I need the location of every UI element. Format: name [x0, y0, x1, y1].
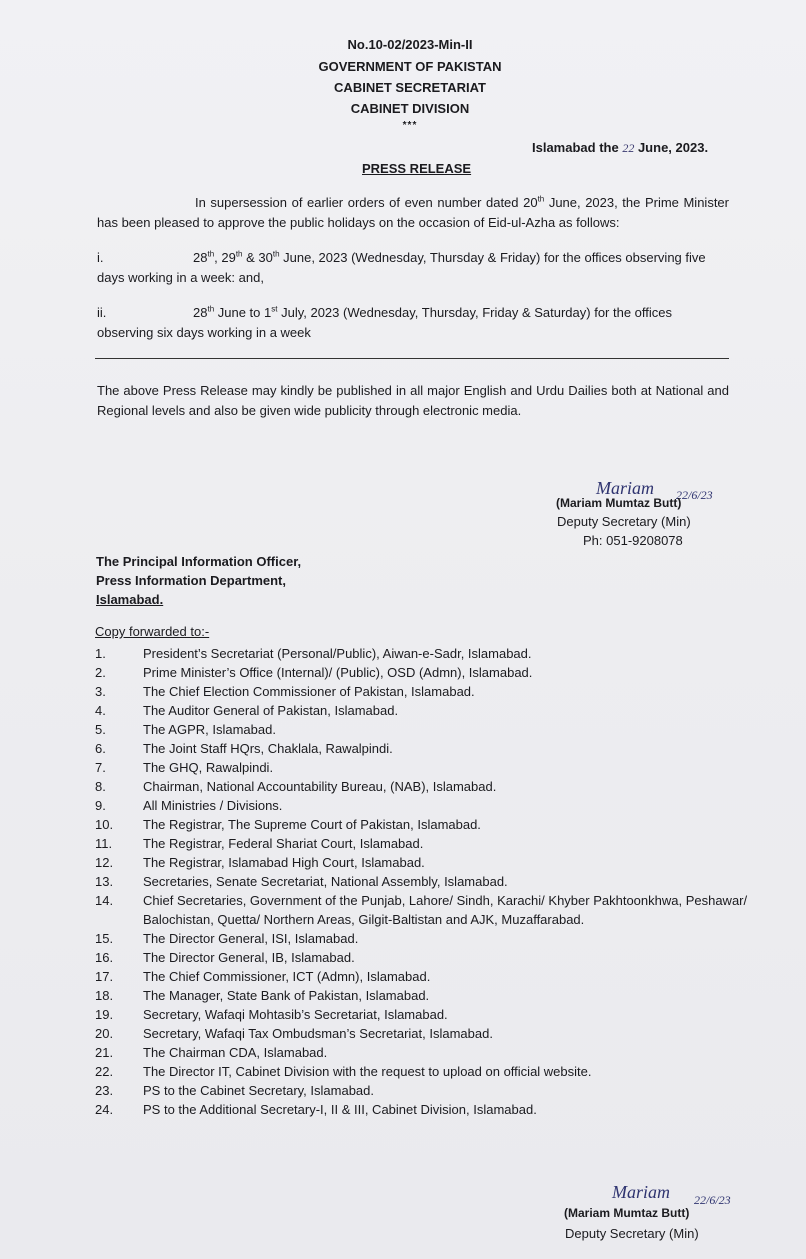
- list-item: 12. The Registrar, Islamabad High Court, Islamabad.: [95, 855, 425, 870]
- list-item: 15. The Director General, ISI, Islamabad.: [95, 931, 359, 946]
- signatory-designation-bottom: Deputy Secretary (Min): [565, 1226, 699, 1241]
- list-item: 13. Secretaries, Senate Secretariat, National Assembly, Islamabad.: [95, 874, 508, 889]
- list-item: 2. Prime Minister’s Office (Internal)/ (Public), OSD (Admn), Islamabad.: [95, 665, 533, 680]
- issue-date: [532, 140, 708, 156]
- horizontal-divider: [95, 358, 729, 359]
- list-item: 4. The Auditor General of Pakistan, Islamabad.: [95, 703, 399, 718]
- list-item: 9. All Ministries / Divisions.: [95, 798, 283, 813]
- holiday-item-2: ii. 28th June to 1st July, 2023 (Wednesday, Thursday, Friday & Saturday) for the offices observing six days working in a week: [97, 304, 673, 340]
- list-item: 11. The Registrar, Federal Shariat Court, Islamabad.: [95, 836, 424, 851]
- signature-date-bottom: 22/6/23: [694, 1193, 731, 1207]
- document-title: PRESS RELEASE: [362, 161, 472, 176]
- list-item: 21. The Chairman CDA, Islamabad.: [95, 1045, 328, 1060]
- list-item: 3. The Chief Election Commissioner of Pakistan, Islamabad.: [95, 684, 475, 699]
- list-item: 5. The AGPR, Islamabad.: [95, 722, 276, 737]
- date-suffix: June, 2023.: [637, 140, 709, 155]
- list-item: 24. PS to the Additional Secretary-I, II & III, Cabinet Division, Islamabad.: [95, 1102, 537, 1117]
- intro-paragraph: In supersession of earlier orders of even number dated 20th June, 2023, the Prime Minister has been pleased to approve the public holidays on the occasion of Eid-ul-Azha as follows:: [97, 194, 729, 230]
- signatory-name-top: (Mariam Mumtaz Butt): [556, 496, 682, 510]
- list-item: 16. The Director General, IB, Islamabad.: [95, 950, 355, 965]
- signature-scribble-top: Mariam: [596, 478, 654, 498]
- division-heading: CABINET DIVISION: [350, 101, 470, 116]
- list-item: 23. PS to the Cabinet Secretary, Islamabad.: [95, 1083, 374, 1098]
- list-item: 19. Secretary, Wafaqi Mohtasib’s Secretariat, Islamabad.: [95, 1007, 448, 1022]
- copy-recipient-list: [95, 644, 755, 1119]
- addressee-block: [96, 552, 301, 609]
- list-item: 22. The Director IT, Cabinet Division with the request to upload on official website.: [95, 1064, 592, 1079]
- list-item: 14. Chief Secretaries, Government of the Punjab, Lahore/ Sindh, Karachi/ Khyber Pakhtoonkhwa, Peshawar/ Balochistan, Quetta/ Northern Areas, Gilgit-Baltistan and AJK, Muzaffarabad.: [95, 893, 748, 927]
- government-heading: GOVERNMENT OF PAKISTAN: [318, 59, 502, 74]
- signatory-designation-top: Deputy Secretary (Min): [557, 514, 691, 529]
- list-item: 18. The Manager, State Bank of Pakistan, Islamabad.: [95, 988, 430, 1003]
- date-prefix: Islamabad the: [532, 140, 619, 155]
- list-item: 7. The GHQ, Rawalpindi.: [95, 760, 274, 775]
- list-item: 1. President’s Secretariat (Personal/Public), Aiwan-e-Sadr, Islamabad.: [95, 646, 532, 661]
- date-day: 22: [622, 141, 635, 155]
- holiday-item-number: ii.: [97, 305, 107, 320]
- reference-number: No.10-02/2023-Min-II: [347, 37, 473, 52]
- signatory-name-bottom: (Mariam Mumtaz Butt): [564, 1206, 690, 1220]
- publish-note: The above Press Release may kindly be published in all major English and Urdu Dailies both at National and Regional levels and also be given wide publicity through electronic media.: [97, 383, 729, 418]
- list-item: 10. The Registrar, The Supreme Court of Pakistan, Islamabad.: [95, 817, 481, 832]
- list-item: 20. Secretary, Wafaqi Tax Ombudsman’s Secretariat, Islamabad.: [95, 1026, 493, 1041]
- addressee-line-1: The Principal Information Officer,: [96, 554, 302, 569]
- signature-date-top: 22/6/23: [676, 488, 713, 502]
- header-separator: ***: [402, 120, 418, 131]
- addressee-line-3: Islamabad.: [96, 592, 164, 607]
- secretariat-heading: CABINET SECRETARIAT: [334, 80, 486, 95]
- addressee-line-2: Press Information Department,: [96, 573, 286, 588]
- holiday-item-number: i.: [97, 250, 104, 265]
- list-item: 6. The Joint Staff HQrs, Chaklala, Rawalpindi.: [95, 741, 393, 756]
- holiday-item-1: i. 28th, 29th & 30th June, 2023 (Wednesday, Thursday & Friday) for the offices observing five days working in a week: and,: [97, 249, 706, 285]
- signatory-phone: Ph: 051-9208078: [583, 533, 683, 548]
- copy-forwarded-heading: Copy forwarded to:-: [95, 624, 210, 639]
- list-item: 8. Chairman, National Accountability Bureau, (NAB), Islamabad.: [95, 779, 497, 794]
- list-item: 17. The Chief Commissioner, ICT (Admn), Islamabad.: [95, 969, 431, 984]
- signature-scribble-bottom: Mariam: [612, 1182, 670, 1202]
